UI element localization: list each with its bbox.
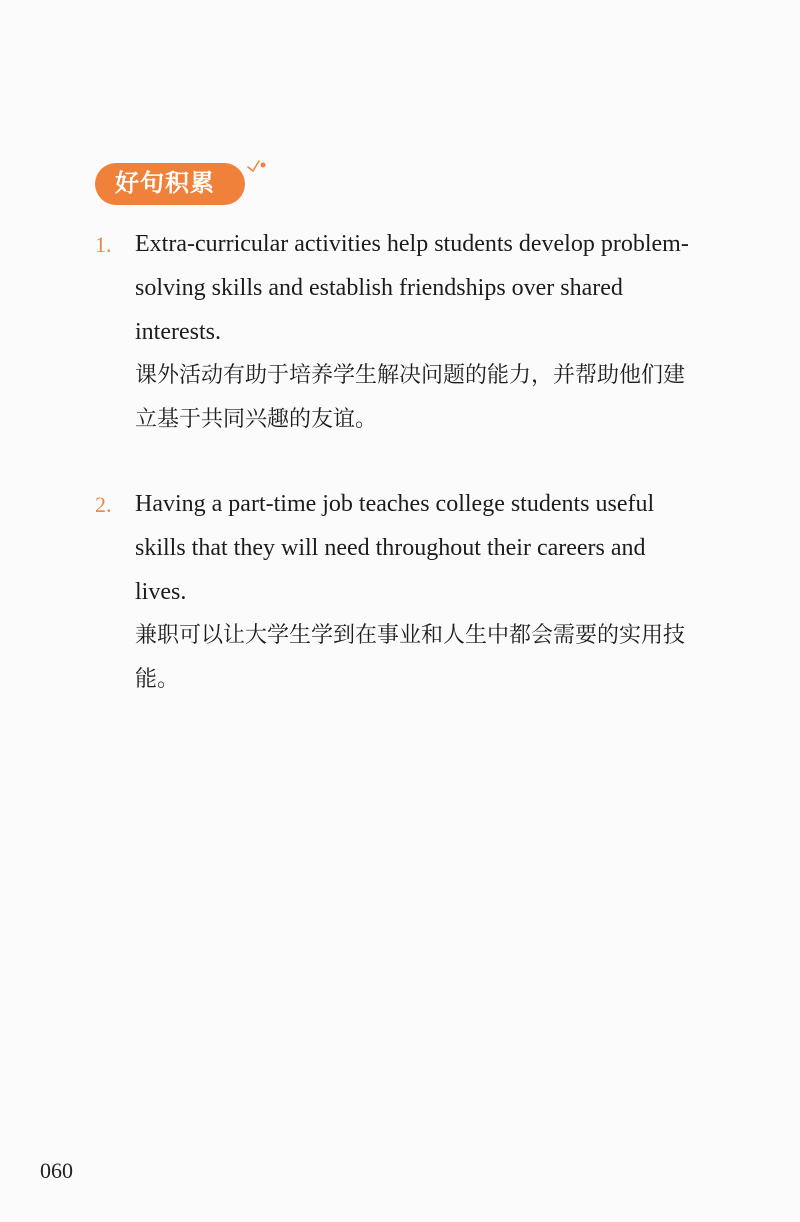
sparkle-icon	[245, 157, 267, 179]
sentence-item	[95, 482, 695, 702]
sentence-chinese: 课外活动有助于培养学生解决问题的能力，并帮助他们建立基于共同兴趣的友谊。	[135, 363, 686, 432]
sentence-english: Having a part-time job teaches college students useful skills that they will need throughout their careers and lives.	[135, 491, 655, 605]
sentence-list	[95, 222, 695, 702]
sentence-number: 2.	[95, 492, 112, 517]
page-number: 060	[40, 1158, 73, 1183]
sentence-english: Extra-curricular activities help students develop problem-solving skills and establish friendships over shared interests.	[135, 231, 689, 345]
sentence-chinese: 兼职可以让大学生学到在事业和人生中都会需要的实用技能。	[135, 623, 686, 692]
sentence-item	[95, 222, 695, 442]
section-badge-label: 好句积累	[95, 163, 245, 205]
section-badge	[95, 157, 265, 207]
sentence-number: 1.	[95, 232, 112, 257]
